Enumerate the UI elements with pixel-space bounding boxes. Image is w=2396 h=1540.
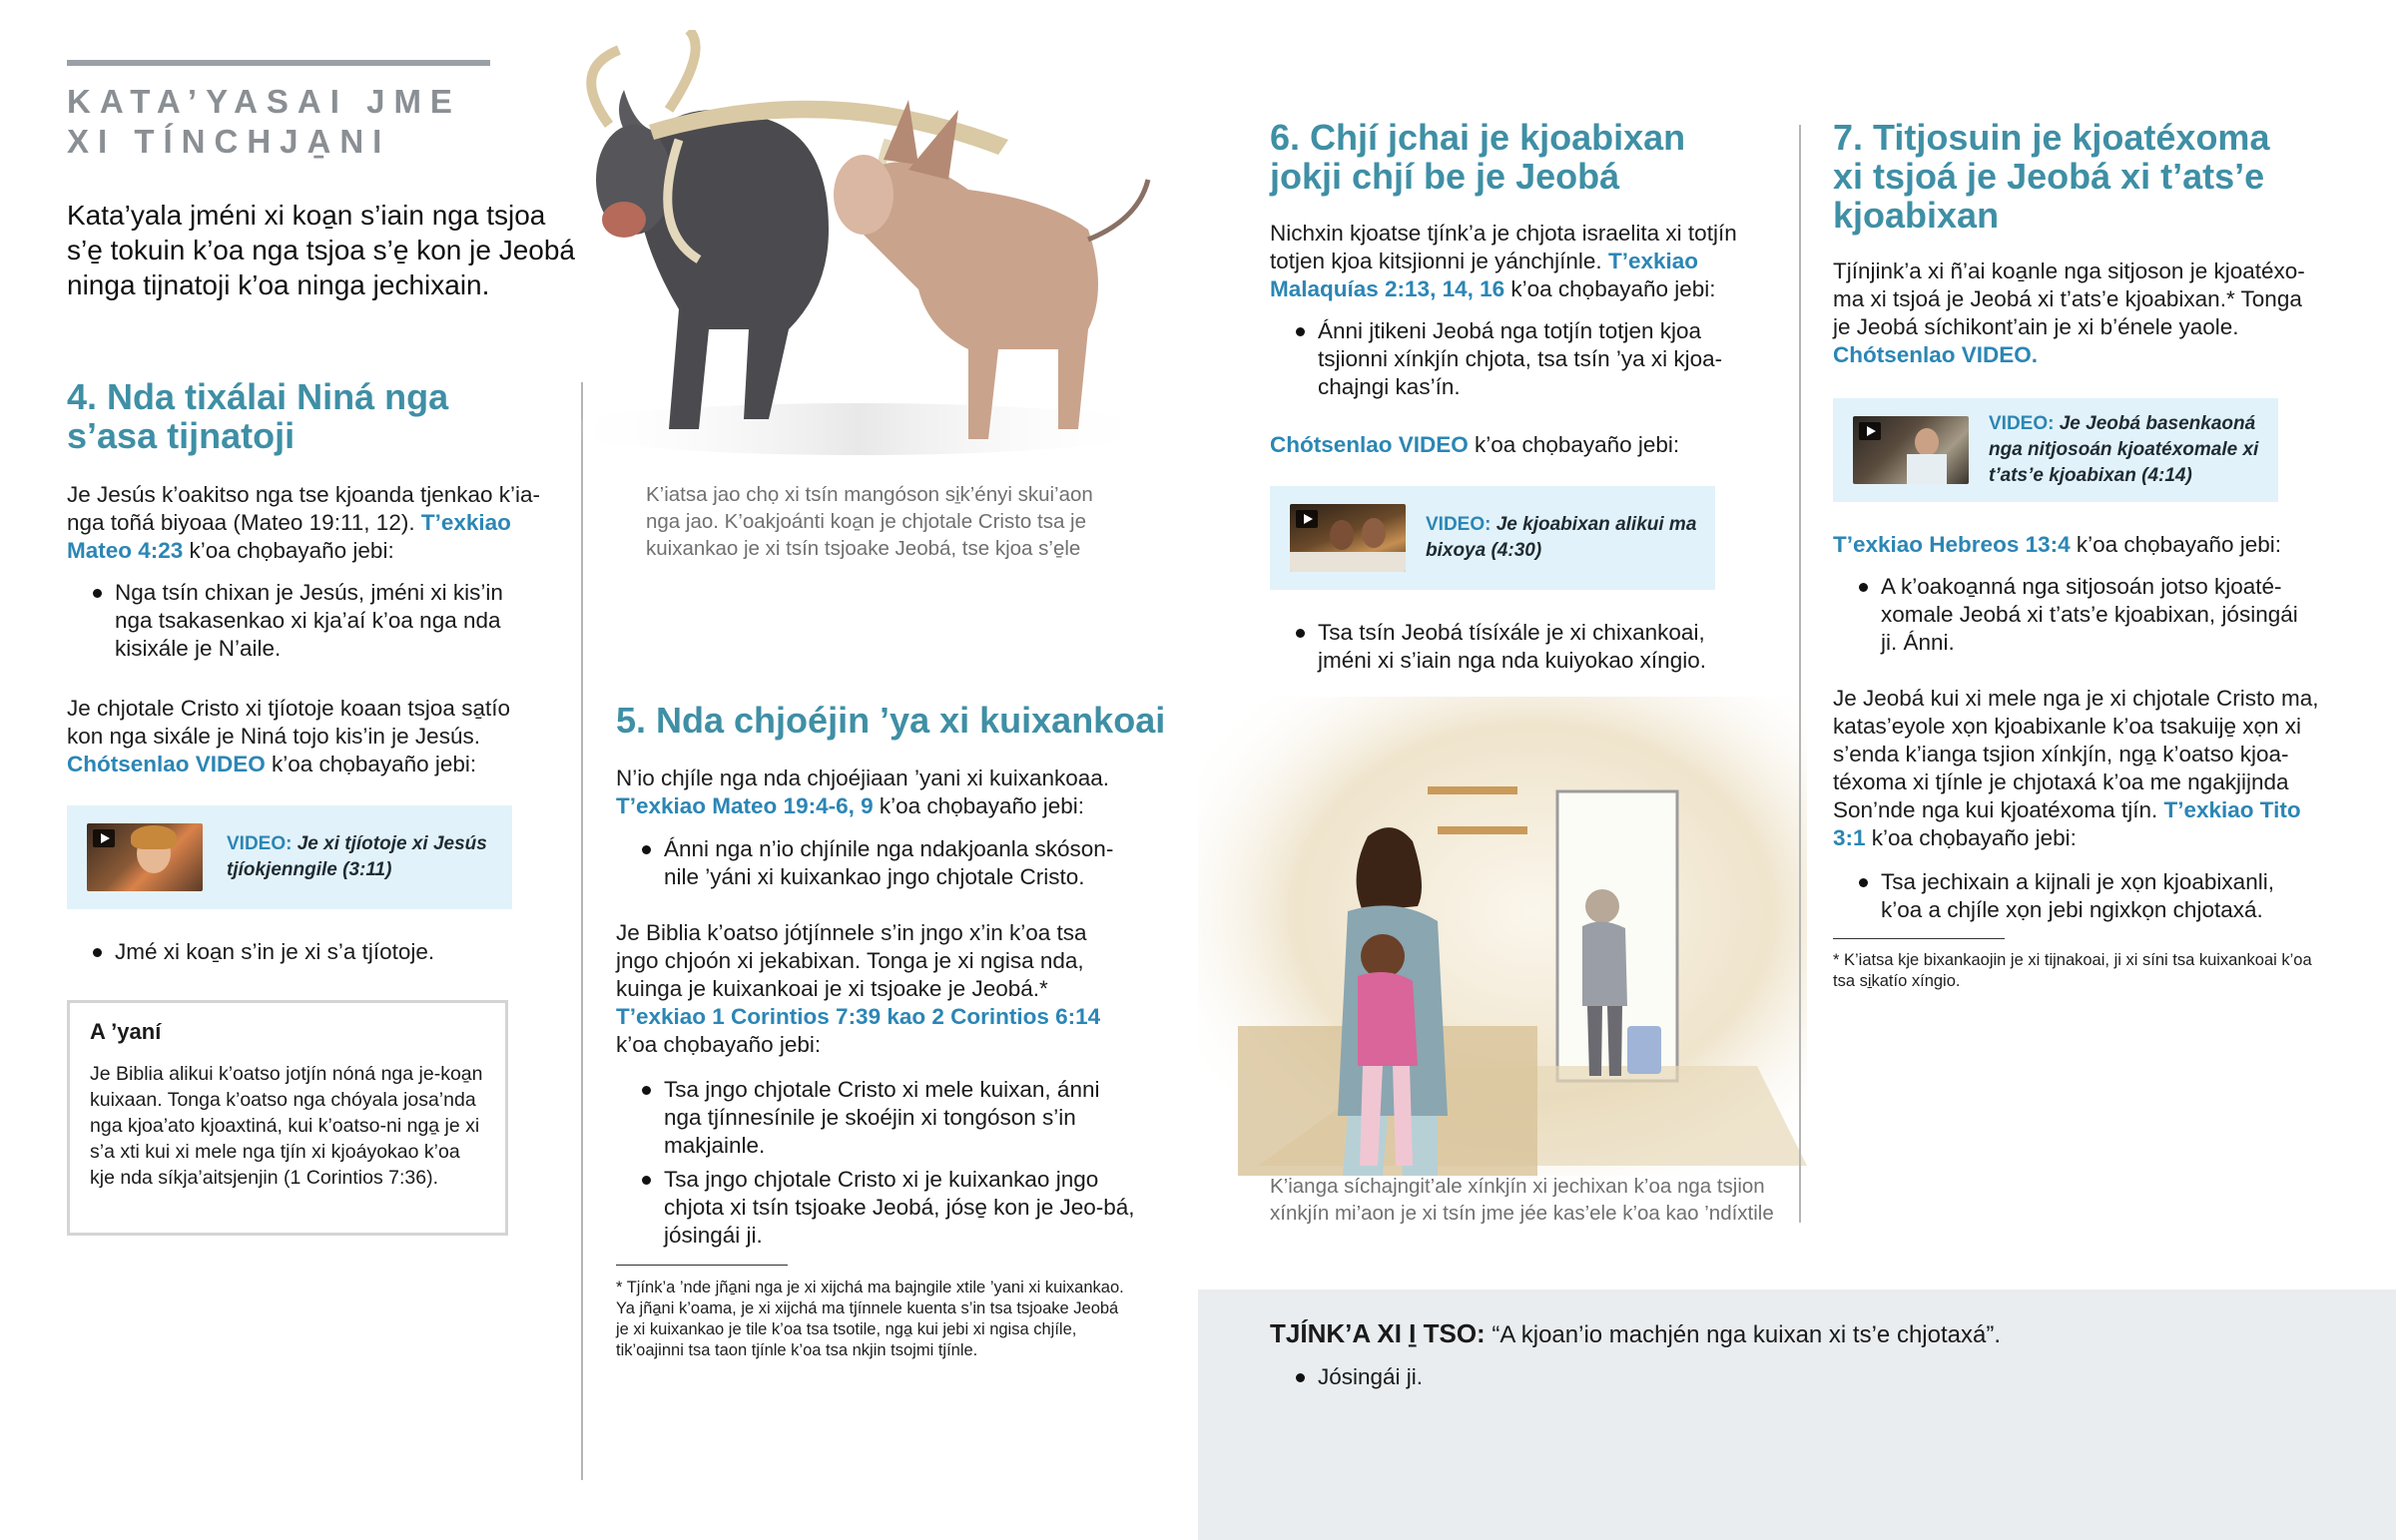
section6-p1-text: Nichxin kjoatse tjínk’a je chjota israelita xi totjín totjen kjoa kitsjionni je yánchjínle. <box>1270 221 1737 273</box>
mother-daughter-illustration <box>1198 697 1807 1176</box>
section7-title-line2: xi tsjoá je Jeobá xi t’ats’e <box>1833 156 2265 197</box>
section6-paragraph1 <box>1270 220 1769 303</box>
section7-video-link[interactable]: Chótsenlao VIDEO. <box>1833 342 2039 367</box>
section4-p1-after: k’oa chọbayaño jebi: <box>183 538 394 563</box>
intro-heading-line1: KATA’YASAI JME <box>67 83 461 120</box>
table-shape <box>1290 552 1406 572</box>
woman-hair-shape <box>131 825 177 849</box>
intro-top-rule <box>67 60 490 66</box>
section4-video-label: VIDEO: <box>227 833 293 854</box>
section7-p1-text: Tjínjink’a xi ñ’ai koa̱nle nga sitjoson je kjoatéxo-ma xi tsjoá je Jeobá xi t’ats’e kjoabixan.* Tonga je Jeobá síchikont’ain je xi b’énele yaole. <box>1833 258 2305 339</box>
summary-line <box>1270 1317 2348 1351</box>
section7-bullet1: A k’oakoa̱nná nga sitjosoán jotso kjoaté-xomale Jeobá xi t’ats’e kjoabixan, jósingái ji. Ánni. <box>1833 573 2302 657</box>
summary-band <box>1198 1289 2396 1540</box>
section7-p3-after: k’oa chọbayaño jebi: <box>1865 825 2077 850</box>
section7-video-thumbnail[interactable] <box>1853 416 1969 484</box>
intro-heading-line2: XI TÍNCHJA̱NI <box>67 123 391 160</box>
section7-paragraph2 <box>1833 531 2322 559</box>
section4-bullet2: Jmé xi koa̱n s’in je xi s’a tjíotoje. <box>67 938 546 966</box>
shelf-shape <box>1428 786 1517 794</box>
section7-p2-link[interactable]: T’exkiao Hebreos 13:4 <box>1833 532 2071 557</box>
section6-bullets1 <box>1270 317 1749 401</box>
section4-bullets1 <box>67 579 546 663</box>
section4-p2-text: Je chjotale Cristo xi tjíotoje koaan tsjoa sa̱tío kon nga sixále je Niná tojo kis’in je Jesús. <box>67 696 510 749</box>
play-icon[interactable] <box>93 829 115 847</box>
section7-bullets1 <box>1833 573 2302 657</box>
man-face-shape <box>1915 428 1939 456</box>
section5-bullet1: Ánni nga n’io chjínile nga ndakjoanla skóson-nile ’yáni xi kuixankao jngo chjotale Cristo. <box>616 835 1135 891</box>
section5-p1-link[interactable]: T’exkiao Mateo 19:4-6, 9 <box>616 793 874 818</box>
section6-p2-after: k’oa chọbayaño jebi: <box>1468 432 1680 457</box>
play-icon[interactable] <box>1859 422 1881 440</box>
section5-bullet2: Tsa jngo chjotale Cristo xi mele kuixan, ánni nga tjínnesínile je skoéjin xi tongóson s’in makjainle. <box>616 1076 1135 1160</box>
section7-title-line3: kjoabixan <box>1833 195 2000 236</box>
section4-paragraph2 <box>67 695 546 778</box>
section4-title-line2: s’asa tijnatoji <box>67 415 296 456</box>
section6-title <box>1270 118 1789 196</box>
section5-title: 5. Nda chjoéjin ’ya xi kuixankoai <box>616 700 1166 741</box>
column-divider-right <box>1799 125 1801 1223</box>
section6-title-line2: jokji chjí be je Jeobá <box>1270 156 1620 197</box>
section4-video-thumbnail[interactable] <box>87 823 203 891</box>
oxen-caption: K’iatsa jao chọ xi tsín mangóson si̱k’ényi skui’aon nga jao. K’oakjoánti koa̱n je chjotale Cristo tsa je kuixankao je xi tsín tsjoake Jeobá, tse kjoa s’e̱le <box>646 483 1093 560</box>
section6-title-line1: 6. Chjí jchai je kjoabixan <box>1270 117 1686 158</box>
section5-p2-after: k’oa chọbayaño jebi: <box>616 1032 822 1057</box>
section6-video-box[interactable] <box>1270 486 1715 590</box>
summary-quote: “A kjoan’io machjén nga kuixan xi ts’e chjotaxá”. <box>1492 1321 2001 1348</box>
sidebar-box <box>67 1000 508 1236</box>
section7-video-box[interactable] <box>1833 398 2278 502</box>
section5-p1-text: N’io chjíle nga nda chjoéjiaan ’yani xi kuixankoaa. <box>616 766 1110 790</box>
summary-bullets <box>1270 1363 1869 1391</box>
section6-bullet1: Ánni jtikeni Jeobá nga totjín totjen kjoa tsjionni xínkjín chjota, tsa tsín ’ya xi kjoa-chajngi kas’ín. <box>1270 317 1749 401</box>
intro-text: Kata’yala jméni xi koa̱n s’iain nga tsjoa s’e̱ tokuin k’oa nga tsjoa s’e̱ kon je Jeobá ninga tijnatoji k’oa ninga jechixain. <box>67 200 575 300</box>
section7-title-line1: 7. Titjosuin je kjoatéxoma <box>1833 117 2270 158</box>
section7-video-text <box>1989 411 2268 489</box>
section7-p2-after: k’oa chọbayaño jebi: <box>2070 532 2282 557</box>
section4-p1-link[interactable]: T’exkiao Mateo 4:23 <box>67 510 511 563</box>
section4-bullets2 <box>67 938 546 966</box>
bull-shape <box>591 30 829 429</box>
section4-bullet1: Nga tsín chixan je Jesús, jméni xi kis’in nga tsakasenkao xi kja’aí k’oa nga nda kisixále je N’aile. <box>67 579 546 663</box>
yoked-animals-illustration <box>529 30 1168 459</box>
play-icon[interactable] <box>1296 510 1318 528</box>
section4-title-line1: 4. Nda tixálai Niná nga <box>67 376 449 417</box>
section4-p1-text: Je Jesús k’oakitso nga tse kjoanda tjenkao k’ia-nga toñá biyoaa (Mateo 19:11, 12). <box>67 482 541 535</box>
couple-woman-shape <box>1362 518 1386 548</box>
section6-video-label: VIDEO: <box>1426 514 1492 535</box>
section6-video-link[interactable]: Chótsenlao VIDEO <box>1270 432 1469 457</box>
section6-p1-after: k’oa chọbayaño jebi: <box>1504 276 1716 301</box>
section4-paragraph1 <box>67 481 556 565</box>
section5-p1-after: k’oa chọbayaño jebi: <box>873 793 1085 818</box>
section7-footnote: * K’iatsa kje bixankaojin je xi tijnakoai, ji xi síni tsa kuixankoai k’oa tsa si̱katío xíngio. <box>1833 951 2312 990</box>
section6-video-title: Je kjoabixan alikui ma bixoya (4:30) <box>1426 514 1697 561</box>
section7-paragraph3 <box>1833 685 2322 852</box>
section6-video-text <box>1426 512 1705 564</box>
sidebar-text: Je Biblia alikui k’oatso jotjín nóná nga je-koa̱n kuixaan. Tonga k’oatso nga chóyala josa’nda nga kjoa’ato kjoaxtiná, kui k’oatso-ni nga̱ je xi s’a xti kui xi mele nga tjín xi kjoáyokao k’oa kje nda síkja’aitsjenjin (1 Corintios 7:36). <box>90 1063 483 1189</box>
shelf-shape-2 <box>1438 826 1527 834</box>
section7-p3-text: Je Jeobá kui xi mele nga je xi chjotale Cristo ma, katas’eyole xọn kjoabixanle k’oa tsakuije̱ xọn xi s’enda k’ianga tsjion xínkjín, nga̱ k’oatso kjoa-téxoma xi tjínle je chjotaxá k’oa me ngakjijnda Son’nde nga kui kjoatéxoma tjín. <box>1833 686 2319 822</box>
section6-bullet2: Tsa tsín Jeobá tísíxále je xi chixankoai, jméni xi s’iain nga nda kuiyokao xíngio. <box>1270 619 1749 675</box>
intro-heading <box>67 82 546 162</box>
section7-paragraph1 <box>1833 257 2322 369</box>
section7-bullets2 <box>1833 868 2302 924</box>
section5-bullet3: Tsa jngo chjotale Cristo xi je kuixankao jngo chjota xi tsín tsjoake Jeobá, jóse̱ kon je Jeo-bá, jósingái ji. <box>616 1166 1135 1250</box>
section4-video-link[interactable]: Chótsenlao VIDEO <box>67 752 266 776</box>
section6-p1-link[interactable]: T’exkiao Malaquías 2:13, 14, 16 <box>1270 249 1699 301</box>
section5-p2-link[interactable]: T’exkiao 1 Corintios 7:39 kao 2 Corintios 6:14 <box>616 1004 1101 1029</box>
section4-video-title: Je xi tjíotoje xi Jesús tjíokjenngile (3:11) <box>227 833 487 880</box>
section4-p2-after: k’oa chọbayaño jebi: <box>265 752 477 776</box>
section5-p2-text: Je Biblia k’oatso jótjínnele s’in jngo x’in k’oa tsa jngo chjoón xi jekabixan. Tonga je xi ngisa nda, kuinga je kuixankoai je xi tsjoake je Jeobá.* <box>616 920 1087 1001</box>
section7-footnote-rule <box>1833 938 2005 939</box>
section7-bullet2: Tsa jechixain a kijnali je xọn kjoabixanli, k’oa a chjíle xọn jebi ngixkọn chjotaxá. <box>1833 868 2302 924</box>
section4-video-box[interactable] <box>67 805 512 909</box>
section6-video-thumbnail[interactable] <box>1290 504 1406 572</box>
section6-paragraph2 <box>1270 431 1769 459</box>
section5-footnote: * Tjínk’a ’nde jña̱ni nga je xi xijchá ma bajngile xtile ’yani xi kuixankao. Ya jña̱ni k’oama, je xi xijchá ma tjínnele kuenta s’in tsa tsjoake Jeobá je xi kuixankao je tile k’oa tsa tsotile, nga̱ kui jebi xi ngisa chjíle, tik’oajinni tsa taon tjínle k’oa tsa nkjin tsojmi tjínle. <box>616 1279 1124 1359</box>
section4-video-text <box>227 831 496 883</box>
couple-man-shape <box>1330 520 1354 550</box>
section4-title <box>67 377 566 455</box>
man-shirt-shape <box>1907 454 1947 484</box>
section7-video-label: VIDEO: <box>1989 413 2055 434</box>
sidebar-title: A ’yaní <box>90 1019 162 1044</box>
section7-title <box>1833 118 2332 235</box>
section6-caption: K’ianga síchajngit’ale xínkjín xi jechixan k’oa nga tsjion xínkjín mi’aon je xi tsín jme jée kas’ele k’oa kao ’ndíxtile <box>1270 1175 1774 1225</box>
section7-p3-link[interactable]: T’exkiao Tito 3:1 <box>1833 797 2301 850</box>
summary-label: TJÍNK’A XI I̱ TSO: <box>1270 1318 1486 1348</box>
summary-bullet: Jósingái ji. <box>1270 1363 1869 1391</box>
section5-footnote-rule <box>616 1265 788 1266</box>
section7-video-title: Je Jeobá basenkaoná nga nitjosoán kjoatéxomale xi t’ats’e kjoabixan (4:14) <box>1989 413 2259 486</box>
section5-bullets1 <box>616 835 1135 891</box>
section5-paragraph2 <box>616 919 1125 1059</box>
section6-bullets2 <box>1270 619 1749 675</box>
column-divider-left <box>581 382 583 1480</box>
section5-bullets2 <box>616 1076 1135 1250</box>
section5-paragraph1 <box>616 765 1125 820</box>
